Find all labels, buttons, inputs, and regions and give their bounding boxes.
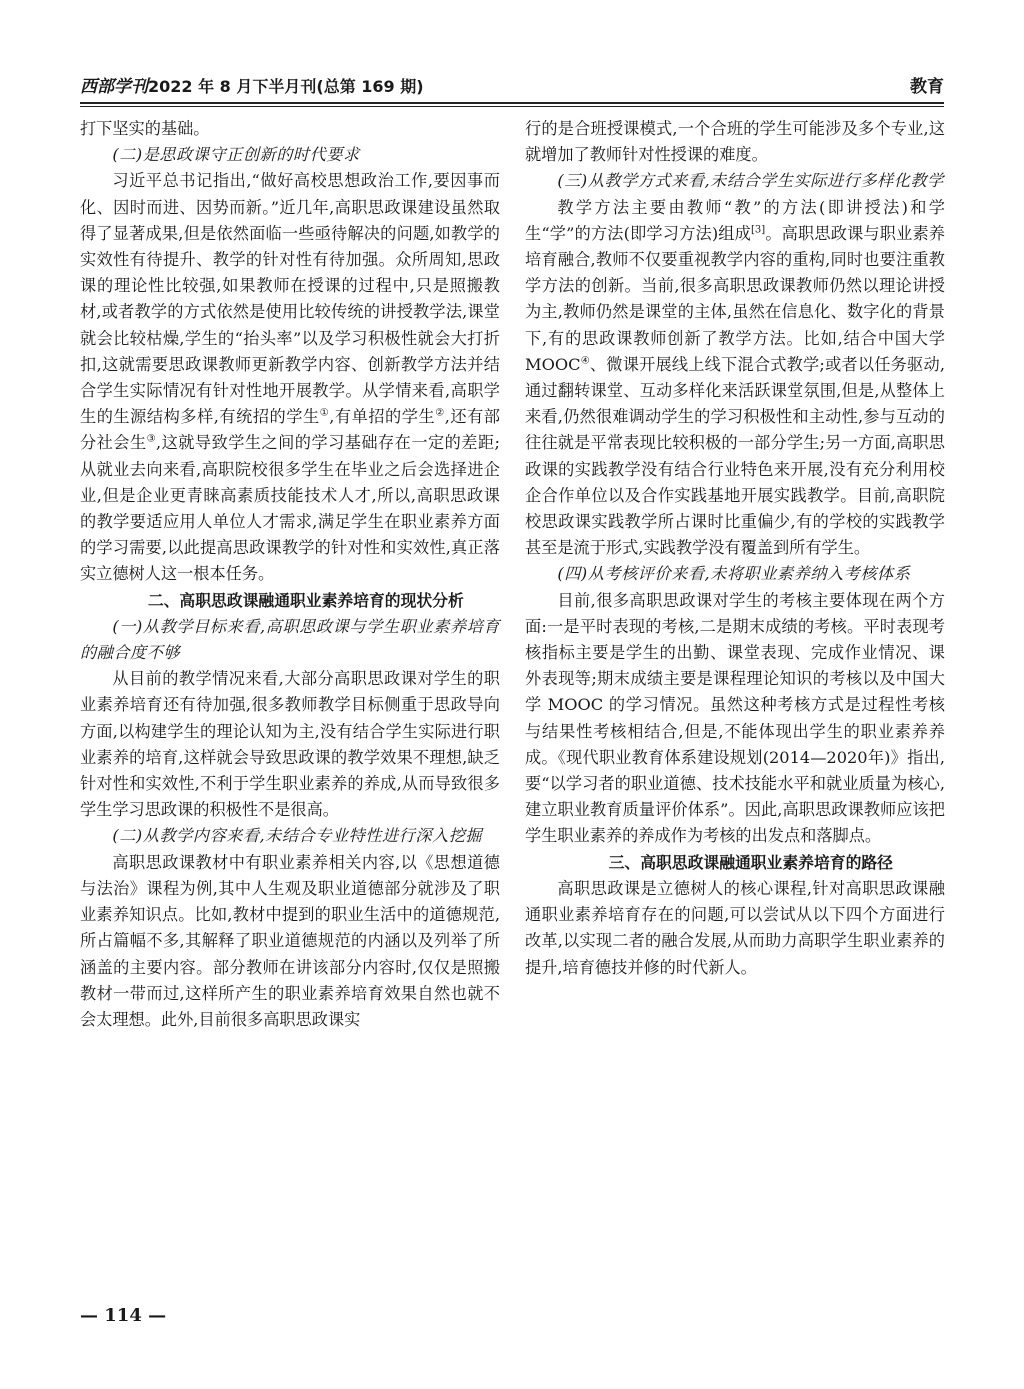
journal-issue-line bbox=[80, 72, 424, 97]
paragraph-text: 、微课开展线上线下混合式教学;或者以任务驱动,通过翻转课堂、互动多样化来活跃课堂氛围,但是,从整体上来看,仍然很难调动学生的学习积极性和主动性,参与互动的往往就是平常表现比较积极的一部分学生;另一方面,高职思政课的实践教学没有结合行业特色来开展,没有充分利用校企合作单位以及合作实践基地开展实践教学。目前,高职院校思政课实践教学所占课时比重偏少,有的学校的实践教学甚至是流于形式,实践教学没有覆盖到所有学生。 bbox=[525, 354, 945, 558]
journal-logo: 西部学刊 bbox=[80, 77, 148, 97]
citation-mark: [3] bbox=[751, 224, 766, 236]
footnote-mark: ② bbox=[435, 407, 445, 419]
paragraph: 从目前的教学情况来看,大部分高职思政课对学生的职业素养培育还有待加强,很多教师教学目标侧重于思政导向方面,以构建学生的理论认知为主,没有结合学生实际进行职业素养的培育,这样就会导致思政课的教学效果不理想,缺乏针对性和实效性,不利于学生职业素养的养成,从而导致很多学生学习思政课的积极性不是很高。 bbox=[80, 669, 500, 820]
paragraph bbox=[80, 168, 500, 587]
footnote-mark: ③ bbox=[146, 434, 157, 446]
issue-info: 2022 年 8 月下半月刊(总第 169 期) bbox=[148, 77, 424, 96]
page-header bbox=[80, 70, 944, 100]
paragraph-text: ,还有部分社会生 bbox=[80, 407, 500, 453]
page-number: — 114 — bbox=[80, 1305, 167, 1326]
paragraph bbox=[525, 195, 945, 562]
paragraph-text: ,这就导致学生之间的学习基础存在一定的差距;从就业去向来看,高职院校很多学生在毕业之后会选择进企业,但是企业更青睐高素质技能技术人才,所以,高职思政课的教学要适应用人单位人才需求,满足学生在职业素养方面的学习需要,以此提高思政课教学的针对性和实效性,真正落实立德树人这一根本任务。 bbox=[80, 433, 501, 584]
paragraph: 高职思政课是立德树人的核心课程,针对高职思政课融通职业素养培育存在的问题,可以尝试从以下四个方面进行改革,以实现二者的融合发展,从而助力高职学生职业素养的提升,培育德技并修的时代新人。 bbox=[525, 878, 945, 977]
paragraph-text: 习近平总书记指出,“做好高校思想政治工作,要因事而化、因时而进、因势而新。”近几年,高职思政课建设虽然取得了显著成果,但是依然面临一些亟待解决的问题,如教学的实效性有待提升、教学的针对性有待加强。众所周知,思政课的理论性比较强,如果教师在授课的过程中,只是照搬教材,或者教学的方式依然是使用比较传统的讲授教学法,课堂就会比较枯燥,学生的“抬头率”以及学习积极性就会大打折扣,这就需要思政课教师更新教学内容、创新教学方法并结合学生实际情况有针对性地开展教学。从学情来看,高职学生的生源结构多样,有统招的学生 bbox=[80, 171, 500, 427]
subheading: (二)从教学内容来看,未结合专业特性进行深入挖掘 bbox=[112, 826, 483, 846]
paragraph: 打下坚实的基础。 bbox=[80, 119, 210, 138]
subheading: (四)从考核评价来看,未将职业素养纳入考核体系 bbox=[557, 564, 911, 584]
paragraph-text: 。高职思政课与职业素养培育融合,教师不仅要重视教学内容的重构,同时也要注重教学方法的创新。当前,很多高职思政课教师仍然以理论讲授为主,教师仍然是课堂的主体,虽然在信息化、数字化的背景下,有的思政课教师创新了教学方法。比如,结合中国大学 MOOC bbox=[525, 223, 945, 374]
subheading: (二)是思政课守正创新的时代要求 bbox=[112, 145, 360, 165]
footnote-mark: ④ bbox=[580, 355, 590, 367]
footnote-mark: ① bbox=[319, 407, 330, 419]
paragraph: 目前,很多高职思政课对学生的考核主要体现在两个方面:一是平时表现的考核,二是期末成绩的考核。平时表现考核指标主要是学生的出勤、课堂表现、完成作业情况、课外表现等;期末成绩主要是课程理论知识的考核以及中国大学 MOOC 的学习情况。虽然这种考核方式是过程性考核与结果性考核相结合,但是,不能体现出学生的职业素养养成。《现代职业教育体系建设规划(2014—2020年)》指出,要“以学习者的职业道德、技术技能水平和就业质量为核心,建立职业教育质量评价体系”。因此,高职思政课教师应该把学生职业素养的养成作为考核的出发点和落脚点。 bbox=[525, 590, 945, 846]
paragraph-text: 教学方法主要由教师“教”的方法(即讲授法)和学生“学”的方法(即学习方法)组成 bbox=[525, 197, 945, 243]
section-heading: 二、高职思政课融通职业素养培育的现状分析 bbox=[147, 590, 464, 610]
header-rule-thin bbox=[80, 106, 944, 107]
left-column bbox=[80, 116, 500, 1033]
paragraph: 行的是合班授课模式,一个合班的学生可能涉及多个专业,这就增加了教师针对性授课的难度。 bbox=[525, 119, 945, 165]
subheading: (一)从教学目标来看,高职思政课与学生职业素养培育的融合度不够 bbox=[80, 616, 500, 663]
section-heading: 三、高职思政课融通职业素养培育的路径 bbox=[608, 852, 893, 872]
paragraph-text: ,有单招的学生 bbox=[329, 407, 436, 427]
paragraph: 高职思政课教材中有职业素养相关内容,以《思想道德与法治》课程为例,其中人生观及职业道德部分就涉及了职业素养知识点。比如,教材中提到的职业生活中的道德规范,所占篇幅不多,其解释了职业道德规范的内涵以及列举了所涵盖的主要内容。部分教师在讲该部分内容时,仅仅是照搬教材一带而过,这样所产生的职业素养培育效果自然也就不会太理想。此外,目前很多高职思政课实 bbox=[80, 852, 500, 1029]
section-name: 教育 bbox=[910, 77, 944, 97]
subheading: (三)从教学方式来看,未结合学生实际进行多样化教学 bbox=[557, 171, 944, 191]
right-column bbox=[525, 116, 945, 981]
header-rule bbox=[80, 102, 944, 104]
